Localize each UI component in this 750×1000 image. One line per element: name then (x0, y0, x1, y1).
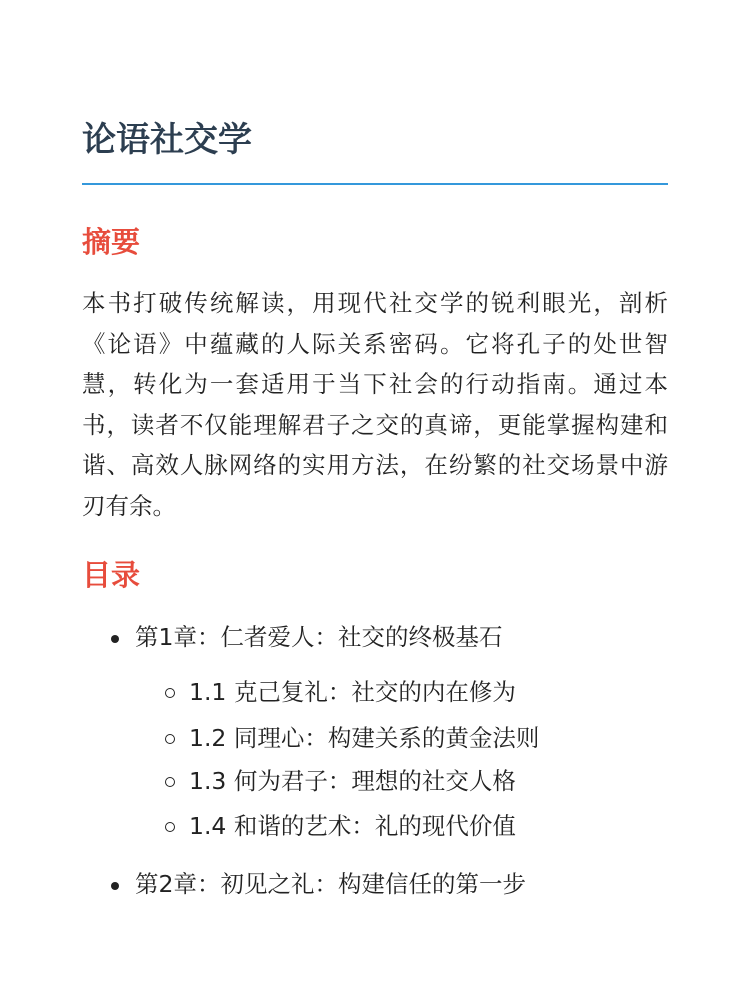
bullet-circle-icon (165, 734, 175, 744)
bullet-circle-icon (165, 688, 175, 698)
bullet-dot-icon (111, 635, 119, 643)
abstract-text: 本书打破传统解读，用现代社交学的锐利眼光，剖析《论语》中蕴藏的人际关系密码。它将孔子的处世智慧，转化为一套适用于当下社会的行动指南。通过本书，读者不仅能理解君子之交的真谛，更能掌握构建和谐、高效人脉网络的实用方法，在纷繁的社交场景中游刃有余。 (82, 289, 668, 520)
title-divider (82, 183, 668, 185)
bullet-circle-icon (165, 777, 175, 787)
toc-section-label: 1.1 克己复礼：社交的内在修为 (189, 678, 516, 706)
bullet-circle-icon (165, 822, 175, 832)
toc-section-label: 1.2 同理心：构建关系的黄金法则 (189, 724, 540, 752)
toc-section-label: 1.4 和谐的艺术：礼的现代价值 (189, 812, 516, 840)
toc-section-label: 1.3 何为君子：理想的社交人格 (189, 767, 516, 795)
book-title: 论语社交学 (82, 120, 252, 160)
toc-chapter-label: 第1章：仁者爱人：社交的终极基石 (135, 623, 503, 651)
toc-chapter-label: 第2章：初见之礼：构建信任的第一步 (135, 870, 526, 898)
bullet-dot-icon (111, 882, 119, 890)
toc-heading: 目录 (82, 558, 141, 592)
abstract-heading: 摘要 (82, 225, 141, 259)
